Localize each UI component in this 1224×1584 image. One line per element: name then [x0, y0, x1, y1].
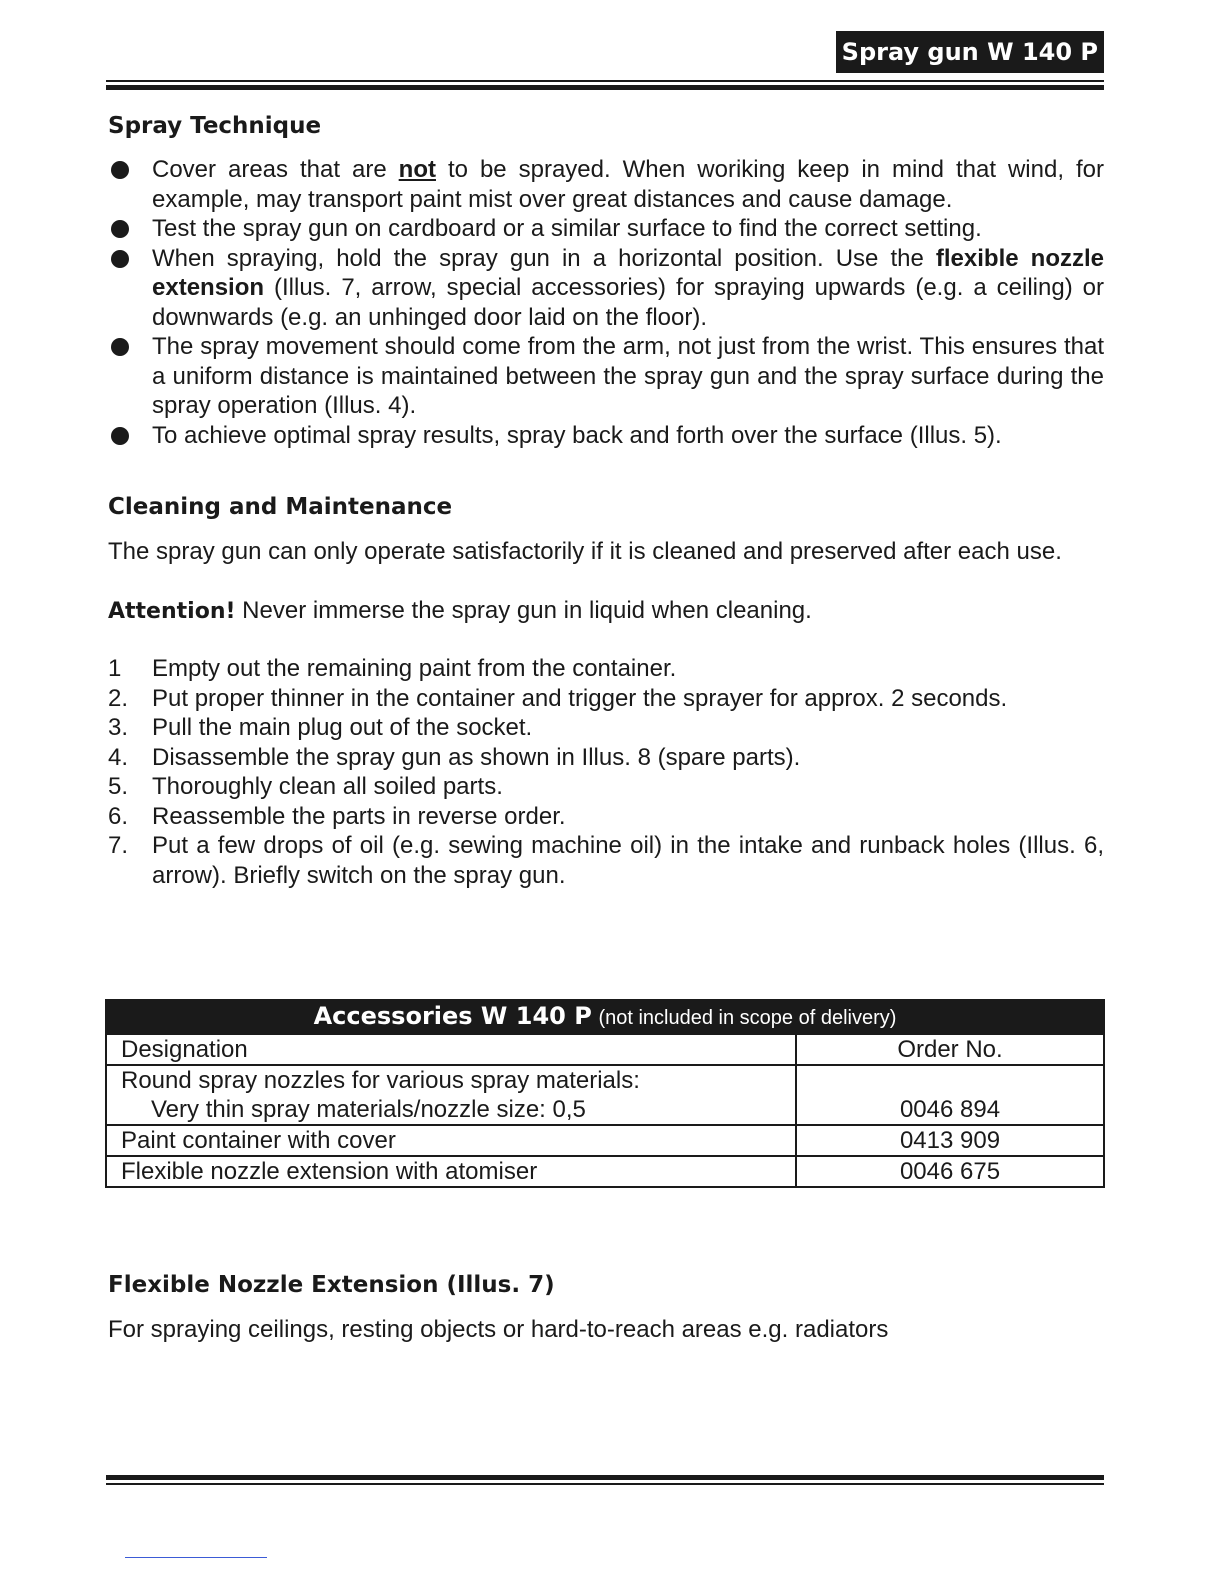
table-row: Paint container with cover 0413 909 — [106, 1125, 1104, 1156]
bullet-icon — [111, 427, 129, 445]
bullet-icon — [111, 220, 129, 238]
list-item: 3. Pull the main plug out of the socket. — [108, 714, 533, 741]
cleaning-steps — [108, 654, 1104, 890]
spray-technique-heading: Spray Technique — [108, 113, 322, 139]
accessories-table — [105, 999, 1105, 1188]
attention-note — [108, 596, 1104, 627]
table-title-row — [106, 1000, 1104, 1034]
bullet-icon — [111, 250, 129, 268]
list-item: 1 Empty out the remaining paint from the container. — [108, 655, 677, 682]
list-item: 4. Disassemble the spray gun as shown in Illus. 8 (spare parts). — [108, 743, 801, 771]
table-row: Flexible nozzle extension with atomiser 0046 675 — [106, 1156, 1104, 1187]
list-item: The spray movement should come from the arm, not just from the wrist. This ensures that a uniform distance is maintained between the spray gun and the spray surface during the spray operation (Illus. 4). — [108, 332, 1104, 421]
list-item: 6. Reassemble the parts in reverse order. — [108, 802, 566, 830]
attention-label: Attention! — [108, 599, 236, 624]
list-item: Test the spray gun on cardboard or a similar surface to find the correct setting. — [108, 214, 1104, 244]
list-item: When spraying, hold the spray gun in a horizontal position. Use the flexible nozzle extension (Illus. 7, arrow, special accessories) for spraying upwards (e.g. a ceiling) or downwards (e.g. an unhinged door laid on the floor). — [108, 244, 1104, 333]
list-item: To achieve optimal spray results, spray back and forth over the surface (Illus. 5). — [108, 421, 1104, 451]
footer-rule-thin — [106, 1483, 1104, 1485]
attention-text: Never immerse the spray gun in liquid when cleaning. — [235, 597, 812, 624]
list-item: 5. Thoroughly clean all soiled parts. — [108, 773, 503, 800]
cleaning-heading: Cleaning and Maintenance — [108, 494, 453, 520]
cleaning-intro: The spray gun can only operate satisfactorily if it is cleaned and preserved after each use. — [108, 538, 1062, 565]
header-rule-thin — [106, 80, 1104, 82]
column-header-order: Order No. — [796, 1034, 1104, 1065]
spray-technique-list — [108, 155, 1104, 450]
table-title: Accessories W 140 P (not included in scope of delivery) — [106, 1000, 1104, 1034]
list-item: Cover areas that are not to be sprayed. When woriking keep in mind that wind, for example, may transport paint mist over great distances and cause damage. — [108, 155, 1104, 214]
footer-link-line — [125, 1557, 267, 1558]
table-header-row — [106, 1034, 1104, 1065]
bullet-icon — [111, 338, 129, 356]
list-item: 7. Put a few drops of oil (e.g. sewing machine oil) in the intake and runback holes (Illus. 6, arrow). Briefly switch on the spray gun. — [108, 832, 1104, 889]
nozzle-extension-heading: Flexible Nozzle Extension (Illus. 7) — [108, 1272, 555, 1298]
list-item: 2. Put proper thinner in the container and trigger the sprayer for approx. 2 seconds. — [108, 684, 1008, 712]
nozzle-extension-text: For spraying ceilings, resting objects or hard-to-reach areas e.g. radiators — [108, 1316, 889, 1343]
bullet-icon — [111, 161, 129, 179]
column-header-designation: Designation — [106, 1034, 796, 1065]
page-header-title: Spray gun W 140 P — [836, 31, 1104, 73]
table-row: Round spray nozzles for various spray materials: Very thin spray materials/nozzle size: 0,5 0046 894 — [106, 1065, 1104, 1125]
footer-rule-thick — [106, 1475, 1104, 1480]
header-rule-thick — [106, 85, 1104, 90]
